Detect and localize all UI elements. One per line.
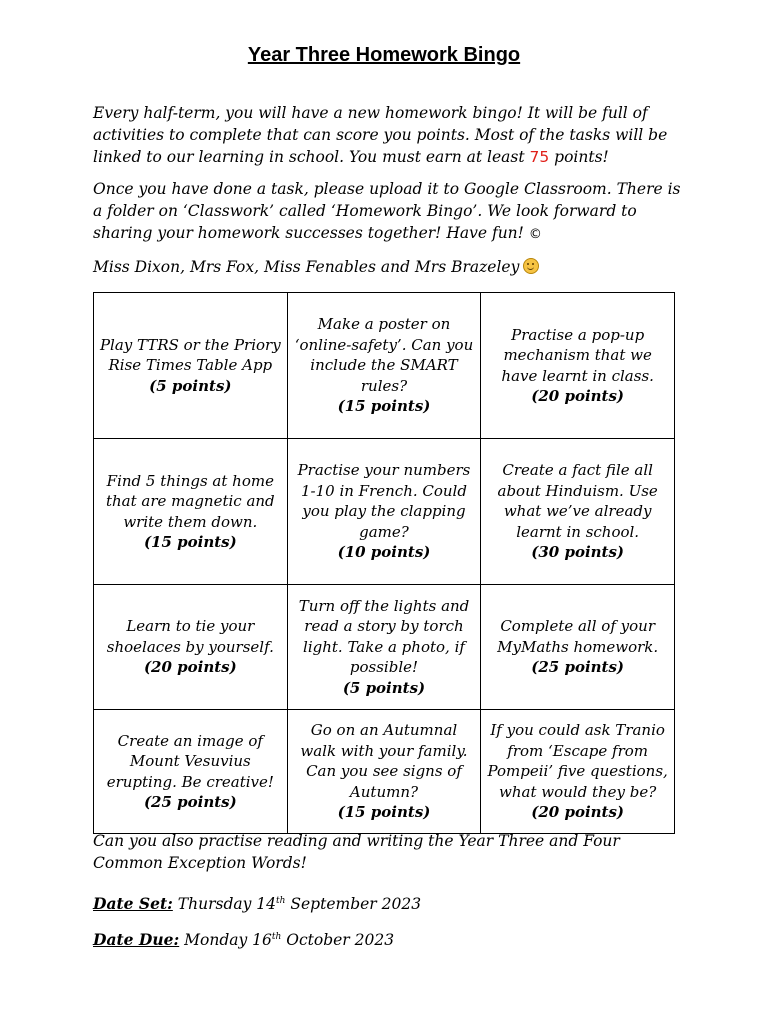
smiling-face-icon bbox=[523, 258, 539, 274]
task-points: (25 points) bbox=[143, 793, 237, 811]
date-due-suffix: th bbox=[271, 932, 282, 942]
intro-text-end: points! bbox=[549, 148, 609, 166]
task-text: Practise a pop-up mechanism that we have learnt in class. bbox=[501, 325, 654, 385]
bingo-cell bbox=[481, 293, 675, 439]
task-points: (30 points) bbox=[531, 543, 625, 562]
task-text: Create a fact file all about Hinduism. Use what we’ve already learnt in school. bbox=[497, 461, 658, 541]
teachers-signoff bbox=[93, 256, 693, 278]
task-points: (15 points) bbox=[337, 397, 431, 416]
task-text: Complete all of your MyMaths homework. bbox=[497, 617, 659, 656]
bingo-cell bbox=[287, 439, 481, 585]
task-text: Learn to tie your shoelaces by yourself. bbox=[106, 617, 274, 656]
bingo-cell bbox=[481, 585, 675, 710]
teacher-names: Miss Dixon, Mrs Fox, Miss Fenables and Mrs Brazeley bbox=[93, 258, 520, 276]
intro-paragraph-1 bbox=[93, 102, 693, 168]
date-due-line bbox=[93, 926, 693, 951]
task-points: (10 points) bbox=[337, 543, 431, 562]
date-set-rest: September 2023 bbox=[285, 895, 422, 914]
task-points: (25 points) bbox=[531, 658, 625, 677]
bingo-row bbox=[94, 439, 675, 585]
bingo-grid bbox=[93, 292, 675, 834]
exception-words-note: Can you also practise reading and writing the Year Three and Four Common Exception Words! bbox=[93, 832, 620, 872]
intro-text-start: Every half-term, you will have a new homework bingo! It will be full of activities to complete that can score you points. Most of the tasks will be linked to our learning in school. You must earn at least bbox=[93, 104, 668, 166]
task-text: Make a poster on ‘online-safety’. Can you include the SMART rules? bbox=[294, 315, 474, 395]
task-points: (15 points) bbox=[143, 533, 237, 551]
intro-paragraph-2 bbox=[93, 178, 693, 246]
task-text: Find 5 things at home that are magnetic and write them down. bbox=[105, 471, 275, 531]
bingo-row bbox=[94, 585, 675, 710]
date-set-suffix: th bbox=[276, 896, 286, 906]
task-points: (5 points) bbox=[342, 678, 426, 697]
task-points: (20 points) bbox=[531, 387, 625, 405]
date-due-day: Monday 16 bbox=[184, 931, 272, 950]
bingo-cell bbox=[287, 293, 481, 439]
bingo-cell bbox=[94, 293, 288, 439]
bingo-row bbox=[94, 293, 675, 439]
upload-instructions: Once you have done a task, please upload it to Google Classroom. There is a folder on ‘Classwork’ called ‘Homework Bingo’. We look forward to sharing your homework successes together! Have fun! bbox=[93, 180, 681, 242]
task-text: If you could ask Tranio from ‘Escape from Pompeii’ five questions, what would they be? bbox=[487, 721, 668, 801]
task-text: Go on an Autumnal walk with your family. Can you see signs of Autumn? bbox=[300, 721, 468, 801]
bingo-cell bbox=[287, 585, 481, 710]
date-due-label: Date Due: bbox=[93, 930, 180, 950]
date-set-day: Thursday 14 bbox=[177, 895, 277, 914]
date-due-rest: October 2023 bbox=[281, 931, 395, 950]
task-text: Play TTRS or the Priory Rise Times Table App bbox=[99, 335, 281, 375]
bingo-cell bbox=[94, 710, 288, 834]
task-points: (15 points) bbox=[337, 803, 431, 822]
task-text: Practise your numbers 1-10 in French. Could you play the clapping game? bbox=[297, 461, 471, 541]
task-points: (5 points) bbox=[149, 376, 232, 395]
task-points: (20 points) bbox=[531, 803, 625, 822]
date-set-label: Date Set: bbox=[93, 894, 173, 914]
bingo-cell bbox=[287, 710, 481, 834]
task-text: Turn off the lights and read a story by torch light. Take a photo, if possible! bbox=[298, 596, 470, 677]
page-title: Year Three Homework Bingo bbox=[247, 44, 521, 66]
bingo-cell bbox=[94, 439, 288, 585]
bingo-cell bbox=[481, 710, 675, 834]
copyright-symbol: © bbox=[528, 227, 542, 242]
task-points: (20 points) bbox=[143, 658, 237, 677]
bingo-cell bbox=[94, 585, 288, 710]
task-text: Create an image of Mount Vesuvius erupting. Be creative! bbox=[106, 731, 274, 791]
bingo-cell bbox=[481, 439, 675, 585]
bingo-row bbox=[94, 710, 675, 834]
date-set-line bbox=[93, 890, 693, 915]
target-points-number: 75 bbox=[529, 148, 550, 166]
